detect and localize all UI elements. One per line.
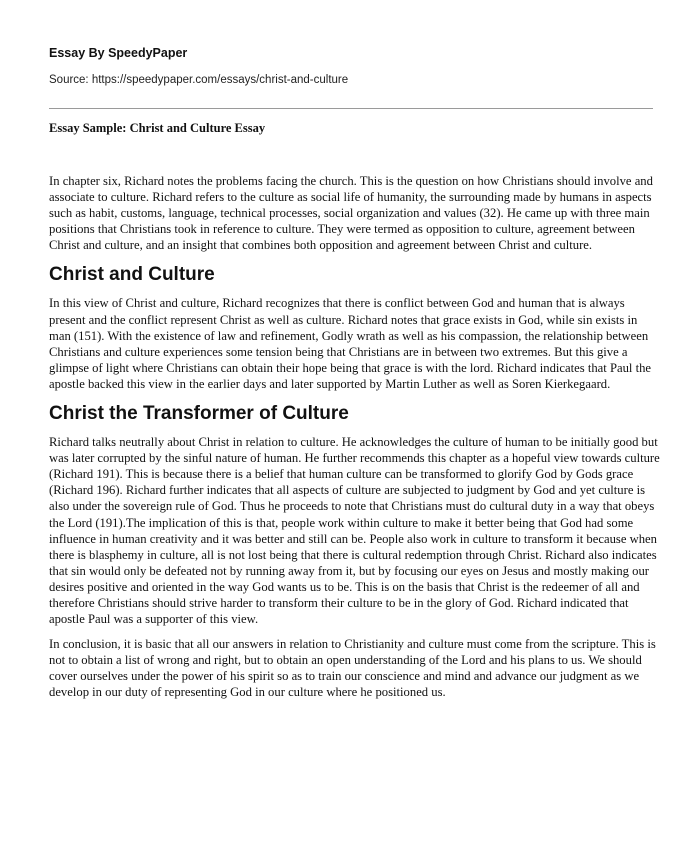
conclusion-paragraph: In conclusion, it is basic that all our answers in relation to Christianity and culture must come from the scripture. This is not to obtain a list of wrong and right, but to obtain an open understanding of the Lord and his plans to us. We should cover ourselves under the power of his spirit so as to train our conscience and mind and advance our judgment as we develop in our duty of representing God in our culture where he positioned us. (49, 637, 656, 700)
source-line: Source: https://speedypaper.com/essays/christ-and-culture (49, 74, 349, 86)
header-divider (49, 108, 653, 109)
essay-title: Essay Sample: Christ and Culture Essay (49, 121, 266, 135)
intro-paragraph: In chapter six, Richard notes the problems facing the church. This is the question on how Christians should involve and associate to culture. Richard refers to the culture as social life of humanity, the surrounding made by humans in aspects such as habit, customs, language, technical processes, social organization and values (32). He came up with three main positions that Christians took in reference to culture. They were termed as opposition to culture, agreement between Christ and culture, and an insight that combines both opposition and agreement between Christ and culture. (49, 174, 653, 253)
section-paragraph-christ-and-culture: In this view of Christ and culture, Richard recognizes that there is conflict between God and human that is always present and the conflict represent Christ as well as culture. Richard notes that grace exists in God, while sin exists in man (151). With the existence of law and refinement, Godly wrath as well as his compassion, the relationship between Christians and culture experiences some tension being that Christians are in between two extremes. But this give a glimpse of light where Christians can obtain their hope being that grace is with the lord. Richard indicates that Paul the apostle backed this view in the earlier days and later supported by Martin Luther as well as Soren Kierkegaard. (49, 296, 652, 391)
section-heading-christ-transformer: Christ the Transformer of Culture (49, 403, 349, 425)
brand-title: Essay By SpeedyPaper (49, 46, 188, 60)
section-heading-christ-and-culture: Christ and Culture (49, 264, 215, 286)
essay-body (49, 173, 661, 710)
section-paragraph-christ-transformer: Richard talks neutrally about Christ in relation to culture. He acknowledges the culture of human to be initially good but was later corrupted by the sinful nature of human. He further recommends this chapter as a hopeful view towards culture (Richard 191). This is because there is a belief that human culture can be transformed to glorify God by Gods grace (Richard 196). Richard further indicates that all aspects of culture are subjected to judgment by God and yet culture is also under the sovereign rule of God. Thus he proceeds to note that Christians must do cultural duty in a way that obeys the Lord (191).The implication of this is that, people work within culture to make it better being that God had some influence in human creativity and it was better and still can be. People also work in culture to transform it because when there is blasphemy in culture, all is not lost being that there is cultural redemption through Christ. Richard also indicates that sin would only be defeated not by running away from it, but by focusing our eyes on Jesus and mostly making our desires positive and oriented in the way God wants us to be. This is on the basis that Christ is the redeemer of all and therefore Christians should strive harder to transform their culture to be in the glory of God. Richard indicated that apostle Paul was a supporter of this view. (49, 435, 660, 627)
